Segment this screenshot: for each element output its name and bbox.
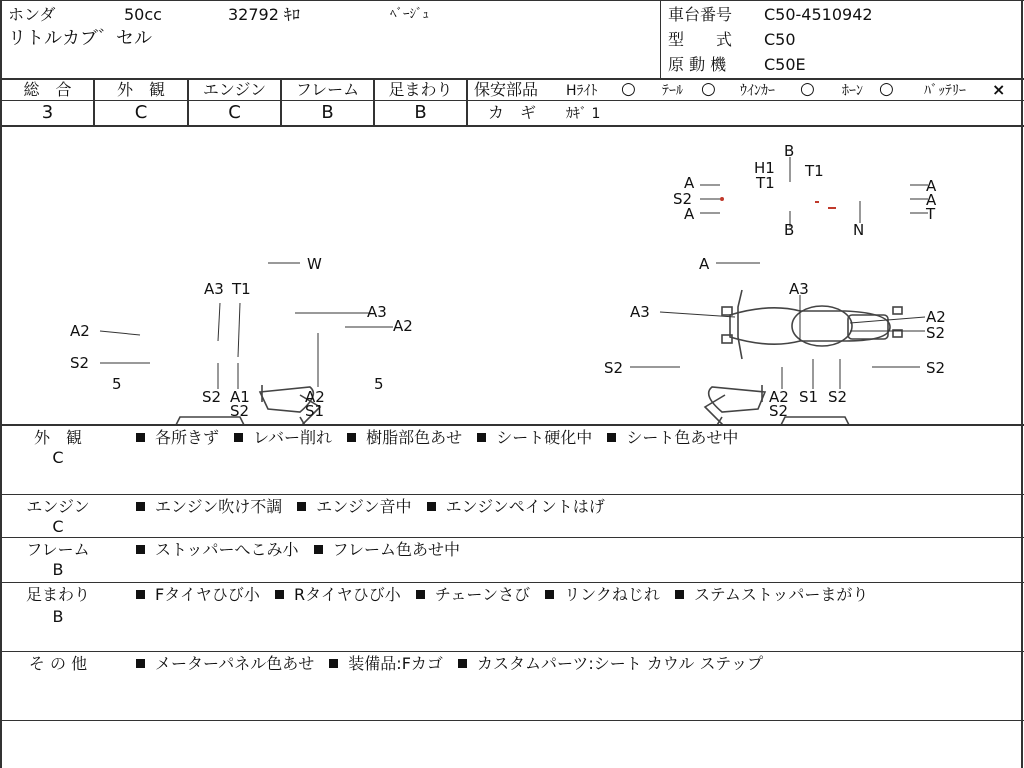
diag-left-label: A2 [70,322,90,340]
remark-row [0,538,1024,582]
diag-right-label: A3 [789,280,809,298]
defect-item: フレーム色あせ中 [332,540,460,559]
grade-suspension-value: B [414,102,427,123]
displacement: 50cc [124,5,162,24]
defect-item: レバー削れ [253,428,332,447]
grade-suspension-label: 足まわり [388,80,453,99]
defect-item: 樹脂部色あせ [366,428,463,447]
body-color: ﾍﾞｰｼﾞｭ [390,7,429,22]
mileage: 32792 ｷﾛ [228,5,300,24]
diag-right-label: S2 [604,359,624,377]
remark-items [136,429,748,447]
defect-item: エンジン音中 [316,497,412,516]
safety-horn: ﾎｰﾝ [842,83,863,99]
defect-item: 各所きず [155,428,220,447]
diag-left-label: T1 [232,280,251,298]
diag-top-label: S2 [673,190,693,208]
grade-exterior-value: C [134,102,148,123]
remark-items [136,655,773,673]
grade-overall-value: 3 [41,102,54,123]
diag-right-label: A [699,255,710,273]
safety-winker-mark: ○ [800,79,815,99]
defect-item: エンジンペイントはげ [445,497,605,516]
remark-row [0,583,1024,651]
grade-frame-value: B [321,102,334,123]
grade-frame-label: フレーム [295,80,360,99]
remark-label: 外 観 [33,428,82,447]
safety-tail-mark: ○ [701,79,716,99]
diag-left-label: A1 [230,388,250,406]
engine-value: C50E [764,55,806,74]
remark-row [0,426,1024,494]
diag-right-label: S2 [926,359,946,377]
key-label: カ ギ [488,103,537,122]
type-label: 型 式 [668,30,733,49]
remark-items [136,498,615,516]
diag-top-label: N [853,221,865,239]
engine-label: 原 動 機 [668,55,727,74]
diag-left-label: A3 [204,280,224,298]
grade-engine-label: エンジン [202,80,267,99]
diag-left-label: A3 [367,303,387,321]
diag-top-label: H1 [754,159,775,177]
diag-left-label: 5 [112,375,122,393]
safety-winker: ｳｲﾝｶｰ [740,83,775,99]
grade-overall-label: 総 合 [23,80,72,99]
remark-grade: C [52,448,64,467]
top-view-bike [722,290,902,359]
remark-row [0,495,1024,537]
safety-label: 保安部品 [474,80,539,99]
diag-right-label: A3 [630,303,650,321]
defect-item: ステムストッパーまがり [693,585,869,604]
remark-label: フレーム [26,540,90,559]
diag-top-label: A [684,174,695,192]
diag-top-label: A [926,177,937,195]
diag-top-label: T1 [805,162,824,180]
defect-item: リンクねじれ [564,585,660,604]
diag-left-label: 5 [374,375,384,393]
grade-engine-value: C [228,102,241,123]
defect-item: 装備品:Fカゴ [348,654,443,673]
remark-grade: B [52,607,64,626]
safety-tail: ﾃｰﾙ [662,83,683,99]
remark-label: そ の 他 [28,654,88,673]
diag-left-label: S1 [305,402,325,420]
safety-horn-mark: ○ [879,79,894,99]
safety-headlight-mark: ○ [621,79,636,99]
maker: ホンダ [8,5,56,24]
diag-left-label: S2 [230,402,250,420]
diag-left-label: S2 [70,354,90,372]
diag-right-label: S1 [799,388,819,406]
frame-no-label: 車台番号 [668,5,733,24]
defect-item: メーターパネル色あせ [155,654,315,673]
remark-grade: B [52,560,64,579]
grade-exterior-label: 外 観 [116,80,165,99]
remark-grade: C [52,517,64,536]
remark-row [0,652,1024,720]
defect-item: エンジン吹け不調 [155,497,283,516]
safety-battery-mark: × [992,80,1006,99]
safety-headlight: Hﾗｲﾄ [566,83,598,99]
diag-top-label: A [926,191,937,209]
diag-top-label: T [926,205,936,223]
defect-item: カスタムパーツ:シート カウル ステップ [477,654,764,673]
remark-items [136,586,878,604]
diag-top-label: B [784,221,795,239]
defect-item: Rタイヤひび小 [293,585,401,604]
diag-left-label: A2 [393,317,413,335]
diag-left-label: A2 [305,388,325,406]
remark-label: エンジン [26,497,90,516]
condition-diagram [0,127,1024,425]
diag-top-label: A [684,205,695,223]
defect-item: チェーンさび [434,585,531,604]
defect-item: ストッパーへこみ小 [155,540,299,559]
defect-item: シート色あせ中 [626,428,739,447]
remark-label: 足まわり [25,585,90,604]
key-value: ｶｷﾞ 1 [566,106,601,122]
frame-no: C50-4510942 [764,5,873,24]
defect-item: Fタイヤひび小 [155,585,260,604]
remark-items [136,541,470,559]
diag-right-label: S2 [926,324,946,342]
diag-right-label: A2 [769,388,789,406]
diag-right-label: A2 [926,308,946,326]
model-name: リトルカブ゛セル [8,28,152,49]
diag-left-label: S2 [202,388,222,406]
diag-top-label: B [784,142,795,160]
diag-right-label: S2 [769,402,789,420]
diag-top-label: T1 [756,174,775,192]
type-value: C50 [764,30,796,49]
diag-right-label: S2 [828,388,848,406]
safety-battery: ﾊﾞｯﾃﾘｰ [924,83,966,99]
diag-left-label: W [307,255,322,273]
defect-item: シート硬化中 [496,428,593,447]
